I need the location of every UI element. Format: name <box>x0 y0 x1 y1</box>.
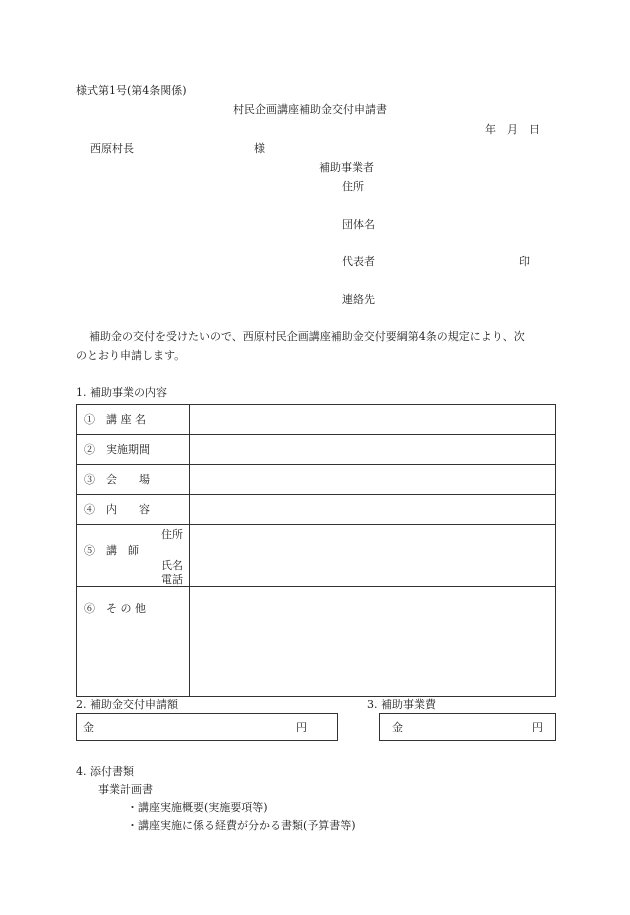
attachment-bullet: ・講座実施概要(実施要項等) <box>127 801 268 814</box>
project-content-table <box>76 404 556 697</box>
table-row <box>77 587 556 697</box>
row-label-course-name <box>77 405 190 435</box>
address-label: 住所 <box>342 180 364 193</box>
period-field[interactable] <box>190 435 556 465</box>
application-statement-line2: のとおり申請します。 <box>76 349 186 362</box>
row-label-period <box>77 435 190 465</box>
group-name-label: 団体名 <box>342 218 375 231</box>
seal-mark: 印 <box>519 255 530 268</box>
table-row <box>77 405 556 435</box>
table-row <box>77 495 556 525</box>
contact-label: 連絡先 <box>342 293 375 306</box>
row-label-venue <box>77 465 190 495</box>
content-label: ④ 内 容 <box>84 503 150 516</box>
representative-label: 代表者 <box>342 255 375 268</box>
course-name-label: ① 講 座 名 <box>84 413 146 426</box>
application-statement-line1: 補助金の交付を受けたいので、西原村民企画講座補助金交付要綱第4条の規定により、次 <box>89 330 525 343</box>
project-cost-suffix: 円 <box>532 721 543 734</box>
addressee: 西原村長 <box>90 142 134 155</box>
lecturer-label: ⑤ 講 師 <box>84 544 139 557</box>
table-row <box>77 435 556 465</box>
project-cost-field[interactable] <box>379 713 556 741</box>
section1-heading: 1. 補助事業の内容 <box>76 386 167 399</box>
lecturer-phone-label: 電話 <box>161 573 183 586</box>
period-label: ② 実施期間 <box>84 443 150 456</box>
venue-field[interactable] <box>190 465 556 495</box>
attachment-item: 事業計画書 <box>98 783 153 796</box>
date-line: 年 月 日 <box>485 123 540 136</box>
requested-amount-field[interactable] <box>76 713 338 741</box>
content-field[interactable] <box>190 495 556 525</box>
section3-heading: 3. 補助事業費 <box>367 698 436 711</box>
applicant-heading: 補助事業者 <box>319 161 374 174</box>
project-cost-prefix: 金 <box>392 721 403 734</box>
lecturer-address-label: 住所 <box>161 528 183 541</box>
attachment-bullet: ・講座実施に係る経費が分かる書類(予算書等) <box>127 819 356 832</box>
course-name-field[interactable] <box>190 405 556 435</box>
row-label-other <box>77 587 190 697</box>
row-label-content <box>77 495 190 525</box>
section4-heading: 4. 添付書類 <box>76 765 134 778</box>
lecturer-name-label: 氏名 <box>161 559 183 572</box>
venue-label: ③ 会 場 <box>84 473 150 486</box>
row-label-lecturer <box>77 525 190 587</box>
section2-heading: 2. 補助金交付申請額 <box>76 698 178 711</box>
table-row <box>77 465 556 495</box>
form-number: 様式第1号(第4条関係) <box>76 84 187 97</box>
lecturer-field[interactable] <box>190 525 556 587</box>
other-field[interactable] <box>190 587 556 697</box>
table-row <box>77 525 556 587</box>
document-title: 村民企画講座補助金交付申請書 <box>233 103 387 116</box>
requested-amount-suffix: 円 <box>296 721 307 734</box>
other-label: ⑥ そ の 他 <box>84 602 146 615</box>
requested-amount-prefix: 金 <box>83 721 94 734</box>
honorific: 様 <box>254 142 265 155</box>
